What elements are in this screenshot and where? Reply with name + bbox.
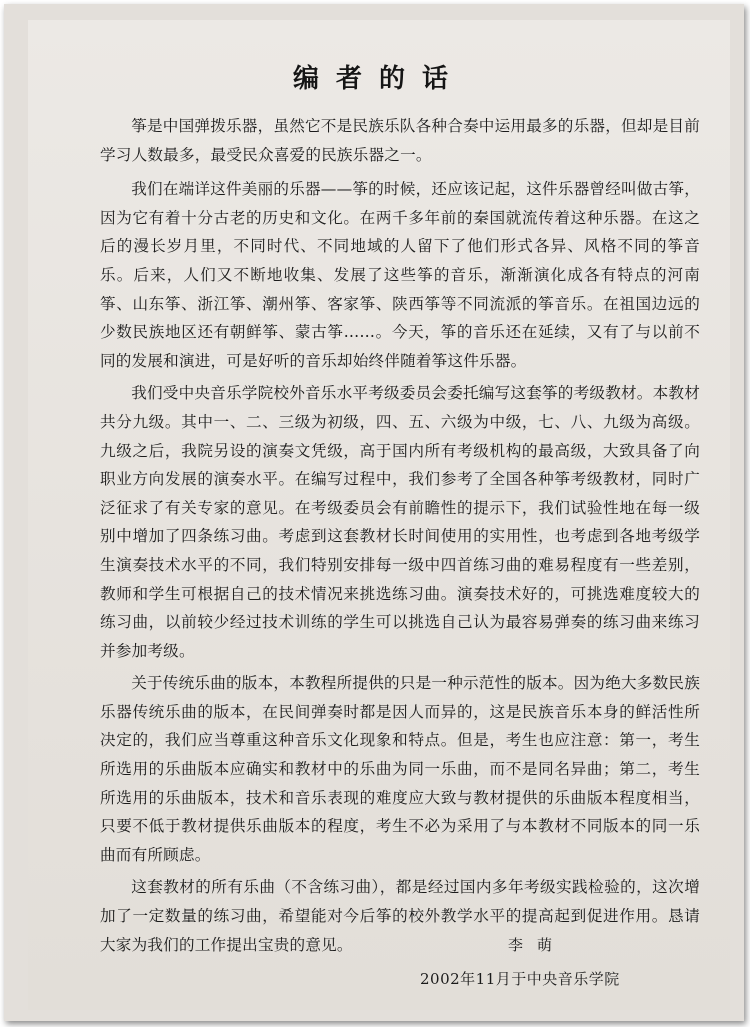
page-title: 编者的话: [292, 64, 465, 94]
photo-frame: [4, 4, 744, 1021]
preface-body: [100, 112, 700, 963]
paragraph: 这套教材的所有乐曲（不含练习曲），都是经过国内多年考级实践检验的，这次增加了一定数量的练习曲，希望能对今后筝的校外教学水平的提高起到促进作用。恳请大家为我们的工作提出宝贵的意见。: [100, 878, 700, 954]
signature-name: 李萌: [508, 936, 567, 954]
signature-date-place: 2002年11月于中央音乐学院: [420, 970, 620, 988]
paragraph: 筝是中国弹拨乐器，虽然它不是民族乐队各种合奏中运用最多的乐器，但却是目前学习人数最多，最受民众喜爱的民族乐器之一。: [100, 117, 700, 164]
paragraph: 关于传统乐曲的版本，本教程所提供的只是一种示范性的版本。因为绝大多数民族乐器传统乐曲的版本，在民间弹奏时都是因人而异的，这是民族音乐本身的鲜活性所决定的，我们应当尊重这种音乐文化现象和特点。但是，考生也应注意：第一，考生所选用的乐曲版本应确实和教材中的乐曲为同一乐曲，而不是同名异曲；第二，考生所选用的乐曲版本，技术和音乐表现的难度应大致与教材提供的乐曲版本程度相当，只要不低于教材提供乐曲版本的程度，考生不必为采用了与本教材不同版本的同一乐曲而有所顾虑。: [100, 674, 700, 864]
paragraph: 我们受中央音乐学院校外音乐水平考级委员会委托编写这套筝的考级教材。本教材共分九级。其中一、二、三级为初级，四、五、六级为中级，七、八、九级为高级。九级之后，我院另设的演奏文凭级，高于国内所有考级机构的最高级，大致具备了向职业方向发展的演奏水平。在编写过程中，我们参考了全国各种筝考级教材，同时广泛征求了有关专家的意见。在考级委员会有前瞻性的提示下，我们试验性地在每一级别中增加了四条练习曲。考虑到这套教材长时间使用的实用性，也考虑到各地考级学生演奏技术水平的不同，我们特别安排每一级中四首练习曲的难易程度有一些差别，教师和学生可根据自己的技术情况来挑选练习曲。演奏技术好的，可挑选难度较大的练习曲，以前较少经过技术训练的学生可以挑选自己认为最容易弹奏的练习曲来练习并参加考级。: [100, 384, 700, 660]
paragraph: 我们在端详这件美丽的乐器——筝的时候，还应该记起，这件乐器曾经叫做古筝，因为它有着十分古老的历史和文化。在两千多年前的秦国就流传着这种乐器。在这之后的漫长岁月里，不同时代、不同地域的人留下了他们形式各异、风格不同的筝音乐。后来，人们又不断地收集、发展了这些筝的音乐，渐渐演化成各有特点的河南筝、山东筝、浙江筝、潮州筝、客家筝、陕西筝等不同流派的筝音乐。在祖国边远的少数民族地区还有朝鲜筝、蒙古筝……。今天，筝的音乐还在延续，又有了与以前不同的发展和演进，可是好听的音乐却始终伴随着筝这件乐器。: [100, 180, 700, 370]
book-page: [28, 20, 730, 1010]
